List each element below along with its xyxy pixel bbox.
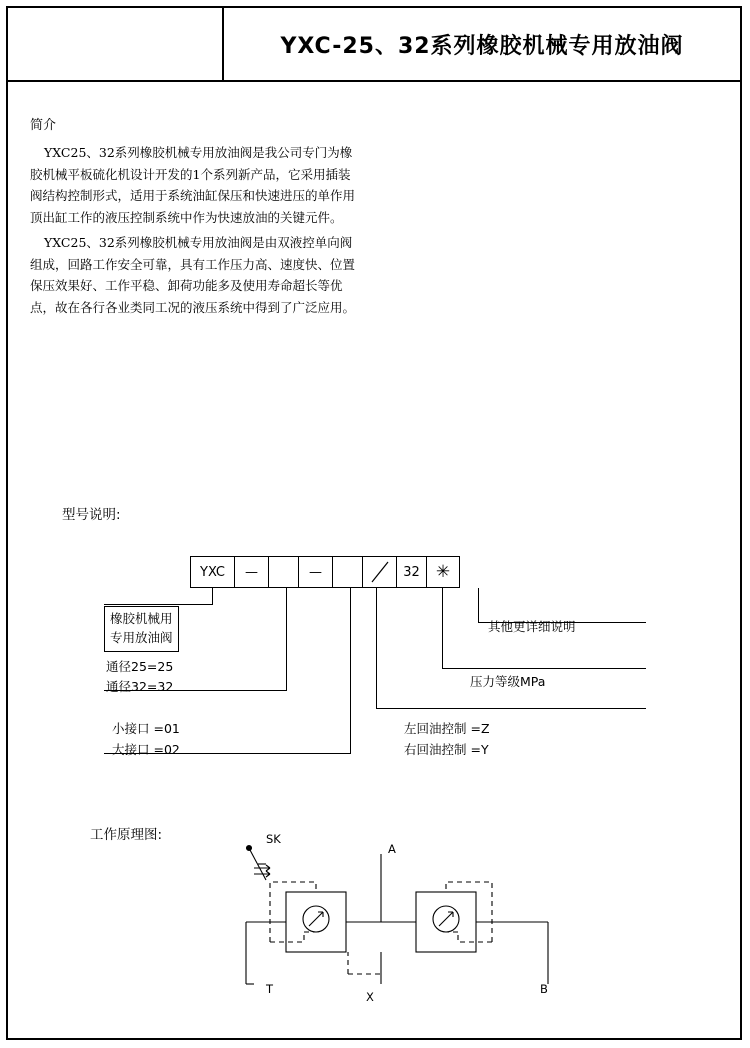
leader-line-return-horizontal <box>376 708 646 709</box>
leader-line-pressure-vertical <box>442 588 443 668</box>
callout-product-line1: 橡胶机械用 <box>110 611 173 626</box>
port-label-sk: SK <box>266 832 281 846</box>
leader-line-product-horizontal <box>104 604 213 605</box>
port-label-t: T <box>266 982 274 996</box>
callout-return-left: 左回油控制 =Z <box>404 721 490 736</box>
model-code-box <box>190 556 460 588</box>
callout-bore-32: 通径32=32 <box>106 679 174 694</box>
callout-other: 其他更详细说明 <box>488 619 576 634</box>
callout-return-right: 右回油控制 =Y <box>404 742 489 757</box>
leader-line-other-vertical <box>478 588 479 622</box>
model-section-label: 型号说明: <box>62 507 121 523</box>
leader-line-bore-vertical <box>286 588 287 690</box>
hydraulic-schematic <box>208 834 598 1024</box>
model-cell-blank2 <box>333 557 363 587</box>
leader-line-pressure-horizontal <box>442 668 646 669</box>
model-cell-pressure: 32 <box>397 557 427 587</box>
callout-port-small: 小接口 =01 <box>112 721 180 736</box>
model-cell-star: ✳ <box>435 562 451 582</box>
page-title: YXC-25、32系列橡胶机械专用放油阀 <box>280 33 684 59</box>
leader-line-return-vertical <box>376 588 377 708</box>
intro-paragraph-1: YXC25、32系列橡胶机械专用放油阀是我公司专门为橡胶机械平板硫化机设计开发的1个系列新产品，它采用插装阀结构控制形式，适用于系统油缸保压和快速进压的单作用顶出缸工作的液压控制系统中作为快速放油的关键元件。 <box>30 145 356 225</box>
port-label-a: A <box>388 842 396 856</box>
model-cell-prefix: YXC <box>191 557 235 587</box>
callout-port-large: 大接口 =02 <box>112 742 180 757</box>
model-cell-slash <box>363 557 397 587</box>
intro-heading: 简介 <box>30 118 57 133</box>
callout-pressure-grade: 压力等级MPa <box>470 674 546 689</box>
leader-line-product-vertical <box>212 588 213 604</box>
model-cell-blank1 <box>269 557 299 587</box>
callout-bore-25: 通径25=25 <box>106 659 174 674</box>
document-page <box>6 6 742 1040</box>
callout-product <box>104 606 179 652</box>
model-cell-dash1: — <box>235 557 269 587</box>
port-label-x: X <box>366 990 374 1004</box>
callout-product-line2: 专用放油阀 <box>110 629 173 645</box>
header-left-cell <box>8 8 224 80</box>
port-label-b: B <box>540 982 548 996</box>
document-header <box>8 8 740 82</box>
model-cell-dash2: — <box>299 557 333 587</box>
leader-line-port-vertical <box>350 588 351 753</box>
intro-section <box>30 114 360 322</box>
slash-icon <box>371 561 389 583</box>
intro-paragraph-2: YXC25、32系列橡胶机械专用放油阀是由双液控单向阀组成，回路工作安全可靠，具有工作压力高、速度快、位置保压效果好、工作平稳、卸荷功能多及使用寿命超长等优点，故在各行各业类同工况的液压系统中得到了广泛应用。 <box>30 235 356 315</box>
principle-section-label: 工作原理图: <box>90 827 163 843</box>
